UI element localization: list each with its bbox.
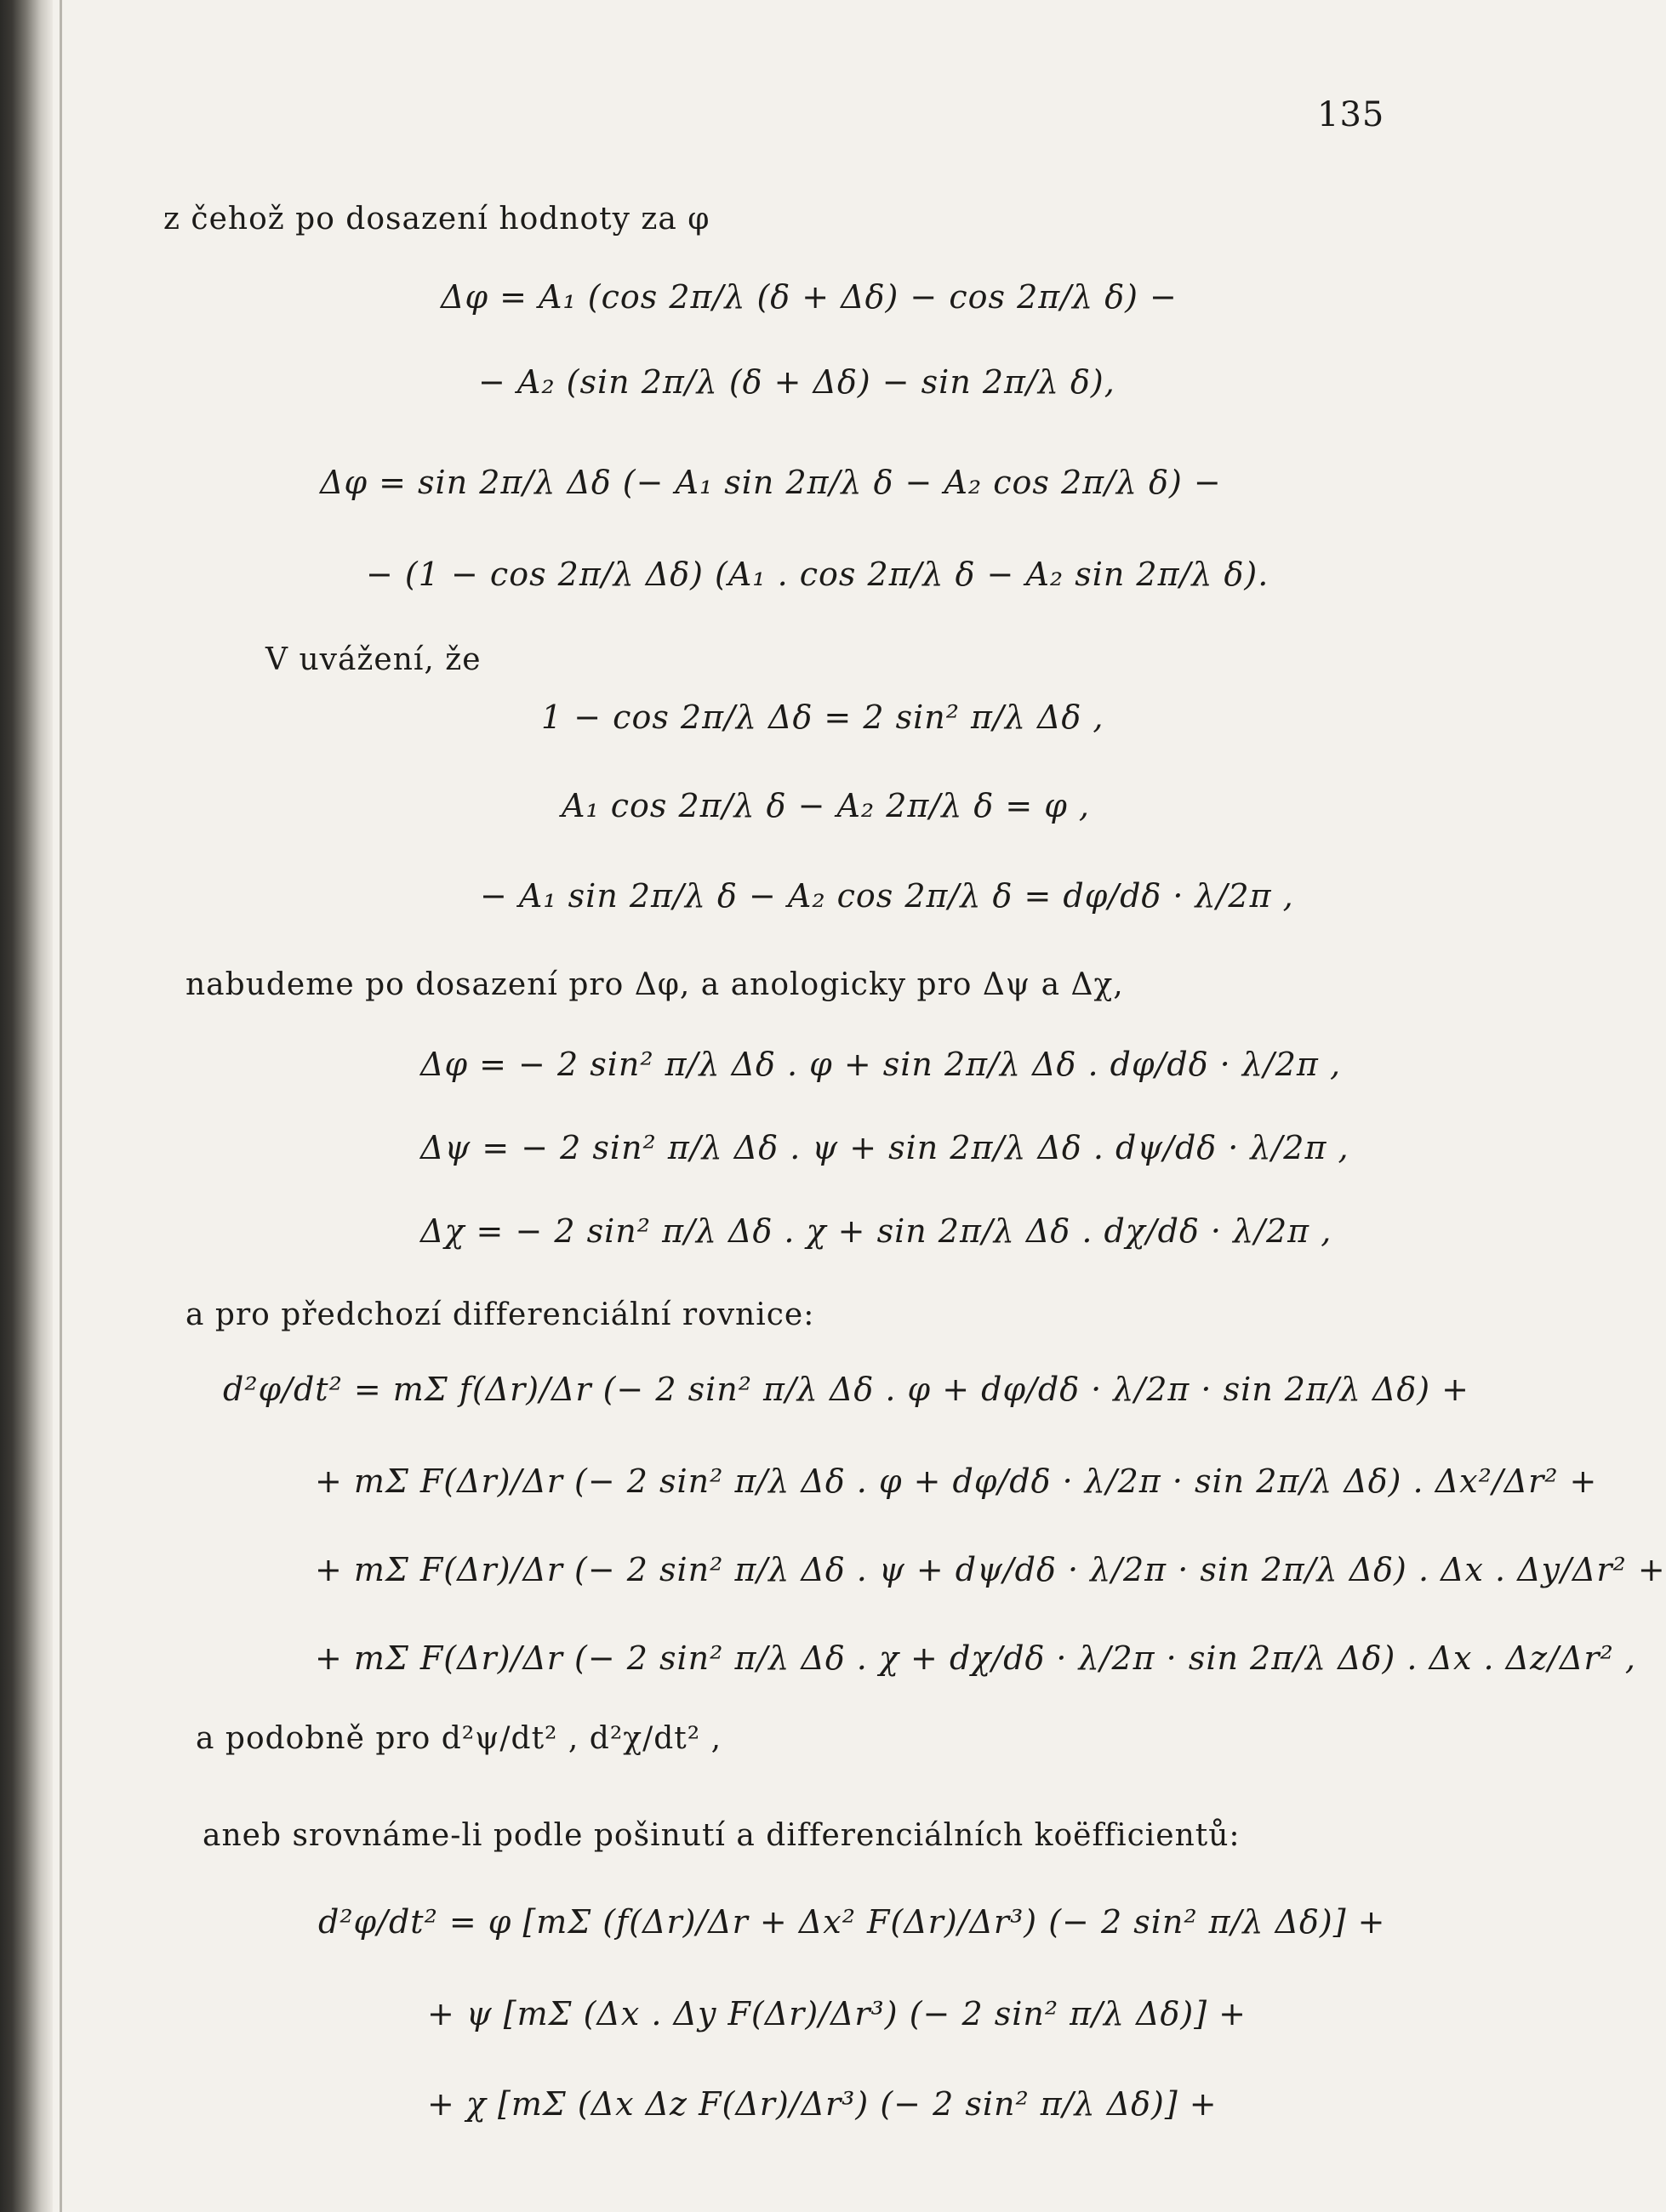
equation: A₁ cos 2π/λ δ − A₂ 2π/λ δ = φ , <box>562 787 1091 824</box>
text-line: a podobně pro d²ψ/dt² , d²χ/dt² , <box>196 1721 722 1756</box>
equation: Δχ = − 2 sin² π/λ Δδ . χ + sin 2π/λ Δδ . dχ/dδ · λ/2π , <box>420 1212 1332 1250</box>
text-line: nabudeme po dosazení pro Δφ, a anologicky pro Δψ a Δχ, <box>185 967 1124 1002</box>
equation: + χ [mΣ (Δx Δz F(Δr)/Δr³) (− 2 sin² π/λ Δδ)] + <box>427 2085 1218 2123</box>
equation: Δφ = sin 2π/λ Δδ (− A₁ sin 2π/λ δ − A₂ cos 2π/λ δ) − <box>320 464 1222 501</box>
equation: d²φ/dt² = mΣ f(Δr)/Δr (− 2 sin² π/λ Δδ . φ + dφ/dδ · λ/2π · sin 2π/λ Δδ) + <box>223 1371 1469 1408</box>
equation: Δφ = A₁ (cos 2π/λ (δ + Δδ) − cos 2π/λ δ) − <box>441 278 1178 316</box>
equation: − A₁ sin 2π/λ δ − A₂ cos 2π/λ δ = dφ/dδ · λ/2π , <box>480 877 1294 915</box>
equation: d²φ/dt² = φ [mΣ (f(Δr)/Δr + Δx² F(Δr)/Δr³) (− 2 sin² π/λ Δδ)] + <box>318 1903 1386 1941</box>
gutter-line <box>60 0 62 2212</box>
equation: 1 − cos 2π/λ Δδ = 2 sin² π/λ Δδ , <box>541 698 1104 736</box>
equation: Δψ = − 2 sin² π/λ Δδ . ψ + sin 2π/λ Δδ . dψ/dδ · λ/2π , <box>420 1129 1349 1166</box>
equation: + mΣ F(Δr)/Δr (− 2 sin² π/λ Δδ . φ + dφ/dδ · λ/2π · sin 2π/λ Δδ) . Δx²/Δr² + <box>315 1462 1598 1500</box>
equation: Δφ = − 2 sin² π/λ Δδ . φ + sin 2π/λ Δδ . dφ/dδ · λ/2π , <box>420 1046 1342 1083</box>
text-line: aneb srovnáme-li podle pošinutí a differenciálních koëfficientů: <box>203 1818 1241 1853</box>
book-spine-shadow <box>0 0 53 2212</box>
equation: + mΣ F(Δr)/Δr (− 2 sin² π/λ Δδ . ψ + dψ/dδ · λ/2π · sin 2π/λ Δδ) . Δx . Δy/Δr² + <box>315 1551 1666 1588</box>
equation: + ψ [mΣ (Δx . Δy F(Δr)/Δr³) (− 2 sin² π/λ Δδ)] + <box>427 1995 1247 2032</box>
text-line: V uvážení, že <box>265 642 482 677</box>
text-line: a pro předchozí differenciální rovnice: <box>185 1297 815 1332</box>
text-line: z čehož po dosazení hodnoty za φ <box>163 202 710 237</box>
page-number: 135 <box>1317 95 1385 134</box>
equation: − A₂ (sin 2π/λ (δ + Δδ) − sin 2π/λ δ), <box>478 363 1115 401</box>
equation: + mΣ F(Δr)/Δr (− 2 sin² π/λ Δδ . χ + dχ/dδ · λ/2π · sin 2π/λ Δδ) . Δx . Δz/Δr² , <box>315 1639 1636 1677</box>
equation: − (1 − cos 2π/λ Δδ) (A₁ . cos 2π/λ δ − A₂ sin 2π/λ δ). <box>366 556 1269 593</box>
